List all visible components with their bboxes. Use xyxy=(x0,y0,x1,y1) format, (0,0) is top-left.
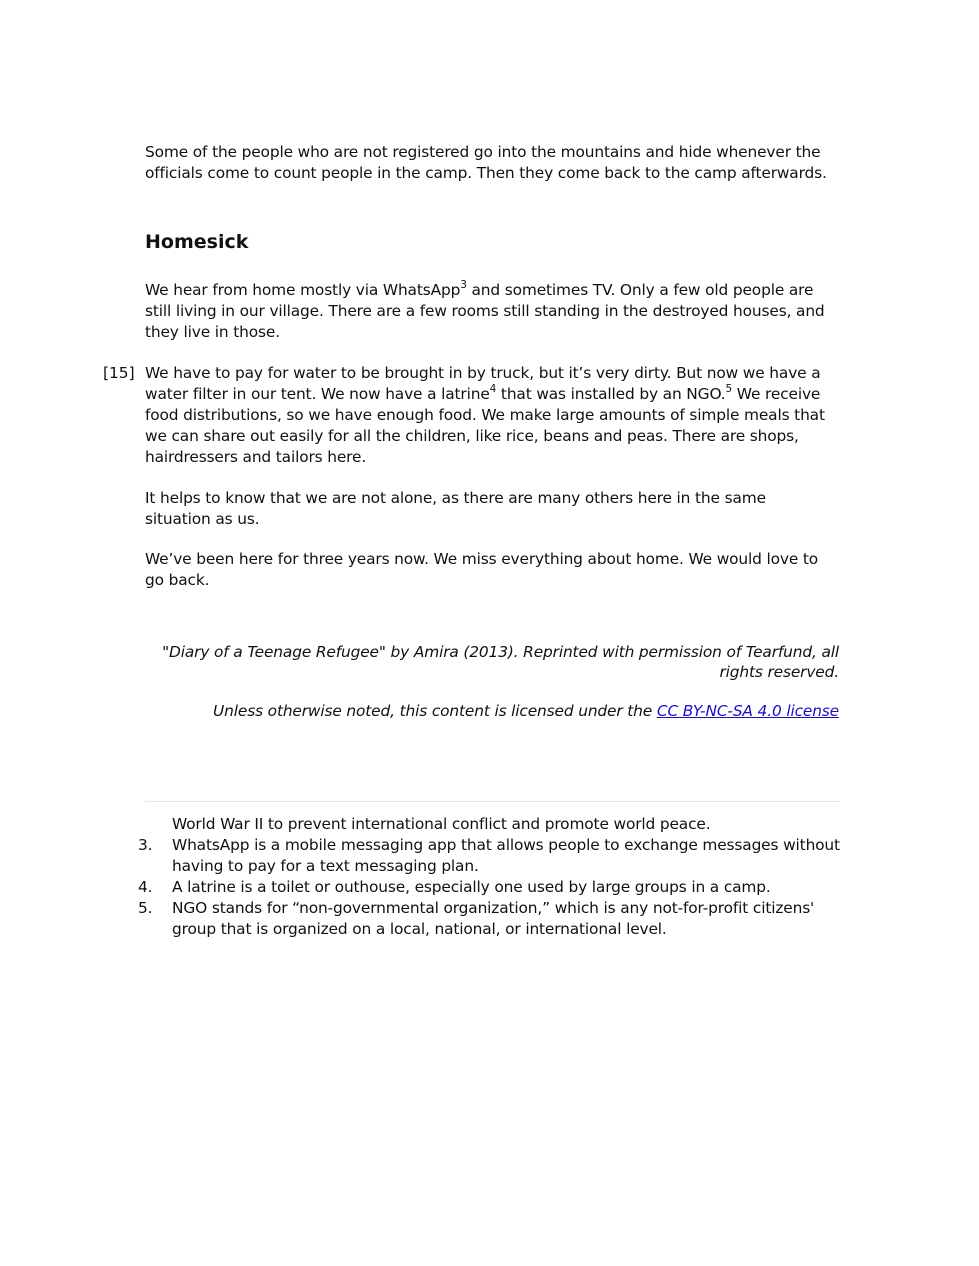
footnote-text: NGO stands for “non-governmental organization,” which is any not-for-profit citizens' group that is organized on a local, national, or international level. xyxy=(172,899,815,938)
paragraph-three-years: We’ve been here for three years now. We miss everything about home. We would love to go back. xyxy=(145,550,819,589)
paragraph-text: that was installed by an NGO. xyxy=(496,385,726,403)
paragraph-text: We hear from home mostly via WhatsApp xyxy=(145,281,461,299)
footnote-item xyxy=(138,835,840,877)
license-text: Unless otherwise noted, this content is licensed under the xyxy=(213,702,657,720)
footnote-item xyxy=(138,877,840,898)
license-notice xyxy=(145,701,839,721)
paragraph-water-food xyxy=(145,363,835,468)
footnote-text: WhatsApp is a mobile messaging app that allows people to exchange messages without having to pay for a text messaging plan. xyxy=(172,836,840,875)
paragraph-text: We receive food distributions, so we have enough food. We make large amounts of simple meals that we can share out easily for all the children, like rice, beans and peas. There are shops, hairdressers and tailors here. xyxy=(145,385,825,466)
footnote-ref-3[interactable]: 3 xyxy=(460,278,467,291)
paragraph-text: and sometimes TV. Only a few old people are still living in our village. There are a few rooms still standing in the destroyed houses, and they live in those. xyxy=(145,281,825,341)
paragraph-news-from-home xyxy=(145,280,835,343)
paragraph-not-alone: It helps to know that we are not alone, as there are many others here in the same situation as us. xyxy=(145,489,766,528)
footnote-divider xyxy=(145,801,840,802)
footnote-item xyxy=(138,898,840,940)
footnote-ref-5[interactable]: 5 xyxy=(725,382,733,395)
footnote-number: 3. xyxy=(138,836,153,854)
source-citation: "Diary of a Teenage Refugee" by Amira (2013). Reprinted with permission of Tearfund, all rights reserved. xyxy=(162,643,839,681)
line-number: [15] xyxy=(103,364,135,382)
section-heading: Homesick xyxy=(145,231,249,253)
footnote-ref-4[interactable]: 4 xyxy=(489,382,497,395)
paragraph-registration: Some of the people who are not registered go into the mountains and hide whenever the officials come to count people in the camp. Then they come back to the camp afterwards. xyxy=(145,143,827,182)
license-link[interactable]: CC BY-NC-SA 4.0 license xyxy=(656,702,839,720)
footnote-number: 5. xyxy=(138,899,153,917)
footnote-text: A latrine is a toilet or outhouse, especially one used by large groups in a camp. xyxy=(172,878,771,896)
paragraph-text: We have to pay for water to be brought in by truck, but it’s very dirty. But now we have a water filter in our tent. We now have a latrine xyxy=(145,364,821,403)
footnotes xyxy=(138,814,840,940)
footnote-number: 4. xyxy=(138,878,153,896)
footnote-continuation: World War II to prevent international conflict and promote world peace. xyxy=(172,815,711,833)
